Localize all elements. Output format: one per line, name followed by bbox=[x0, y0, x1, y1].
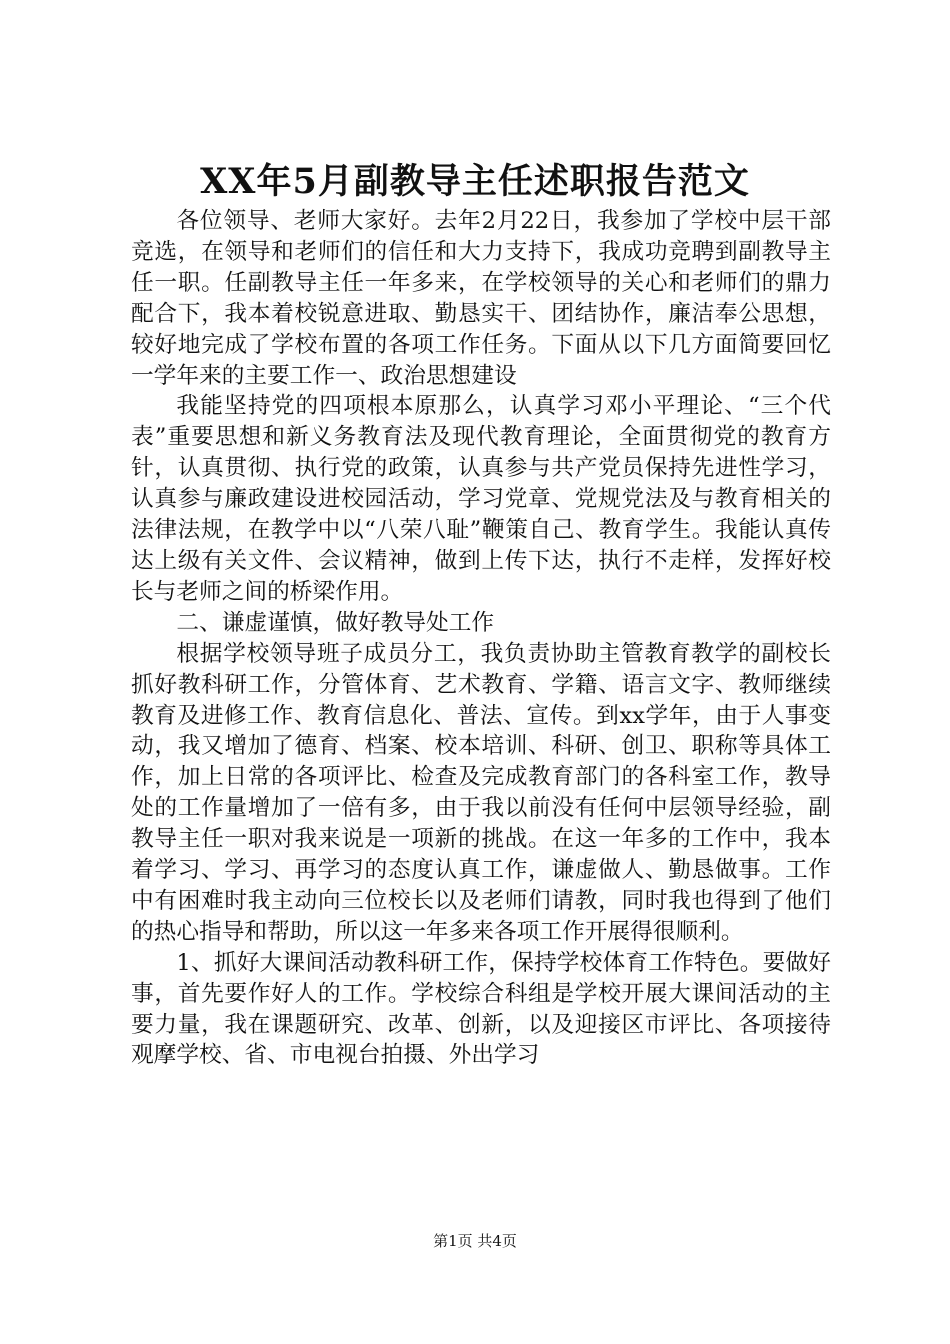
document-body bbox=[131, 206, 831, 1071]
paragraph-duties: 根据学校领导班子成员分工，我负责协助主管教育教学的副校长抓好教科研工作，分管体育、艺术教育、学籍、语言文字、教师继续教育及进修工作、教育信息化、普法、宣传。到xx学年，由于人事变动，我又增加了德育、档案、校本培训、科研、创卫、职称等具体工作，加上日常的各项评比、检查及完成教育部门的各科室工作，教导处的工作量增加了一倍有多，由于我以前没有任何中层领导经验，副教导主任一职对我来说是一项新的挑战。在这一年多的工作中，我本着学习、学习、再学习的态度认真工作，谦虚做人、勤恳做事。工作中有困难时我主动向三位校长以及老师们请教，同时我也得到了他们的热心指导和帮助，所以这一年多来各项工作开展得很顺利。 bbox=[131, 640, 831, 945]
page-title: XX年5月副教导主任述职报告范文 bbox=[200, 161, 750, 202]
page-number: 第1页 共4页 bbox=[433, 1232, 517, 1250]
paragraph-intro: 各位领导、老师大家好。去年2月22日，我参加了学校中层干部竞选，在领导和老师们的信任和大力支持下，我成功竞聘到副教导主任一职。任副教导主任一年多来，在学校领导的关心和老师们的鼎力配合下，我本着校锐意进取、勤恳实干、团结协作，廉洁奉公思想，较好地完成了学校布置的各项工作任务。下面从以下几方面简要回忆一学年来的主要工作一、政治思想建设 bbox=[131, 208, 831, 389]
paragraph-political-thought: 我能坚持党的四项根本原那么，认真学习邓小平理论、“三个代表”重要思想和新义务教育法及现代教育理论，全面贯彻党的教育方针，认真贯彻、执行党的政策，认真参与共产党员保持先进性学习，认真参与廉政建设进校园活动，学习党章、党规党法及与教育相关的法律法规，在教学中以“八荣八耻”鞭策自己、教育学生。我能认真传达上级有关文件、会议精神，做到上传下达，执行不走样，发挥好校长与老师之间的桥梁作用。 bbox=[131, 393, 831, 605]
section-heading-2: 二、谦虚谨慎，做好教导处工作 bbox=[176, 609, 495, 636]
paragraph-item-1: 1、抓好大课间活动教科研工作，保持学校体育工作特色。要做好事，首先要作好人的工作。学校综合科组是学校开展大课间活动的主要力量，我在课题研究、改革、创新，以及迎接区市评比、各项接待观摩学校、省、市电视台拍摄、外出学习 bbox=[131, 949, 831, 1069]
